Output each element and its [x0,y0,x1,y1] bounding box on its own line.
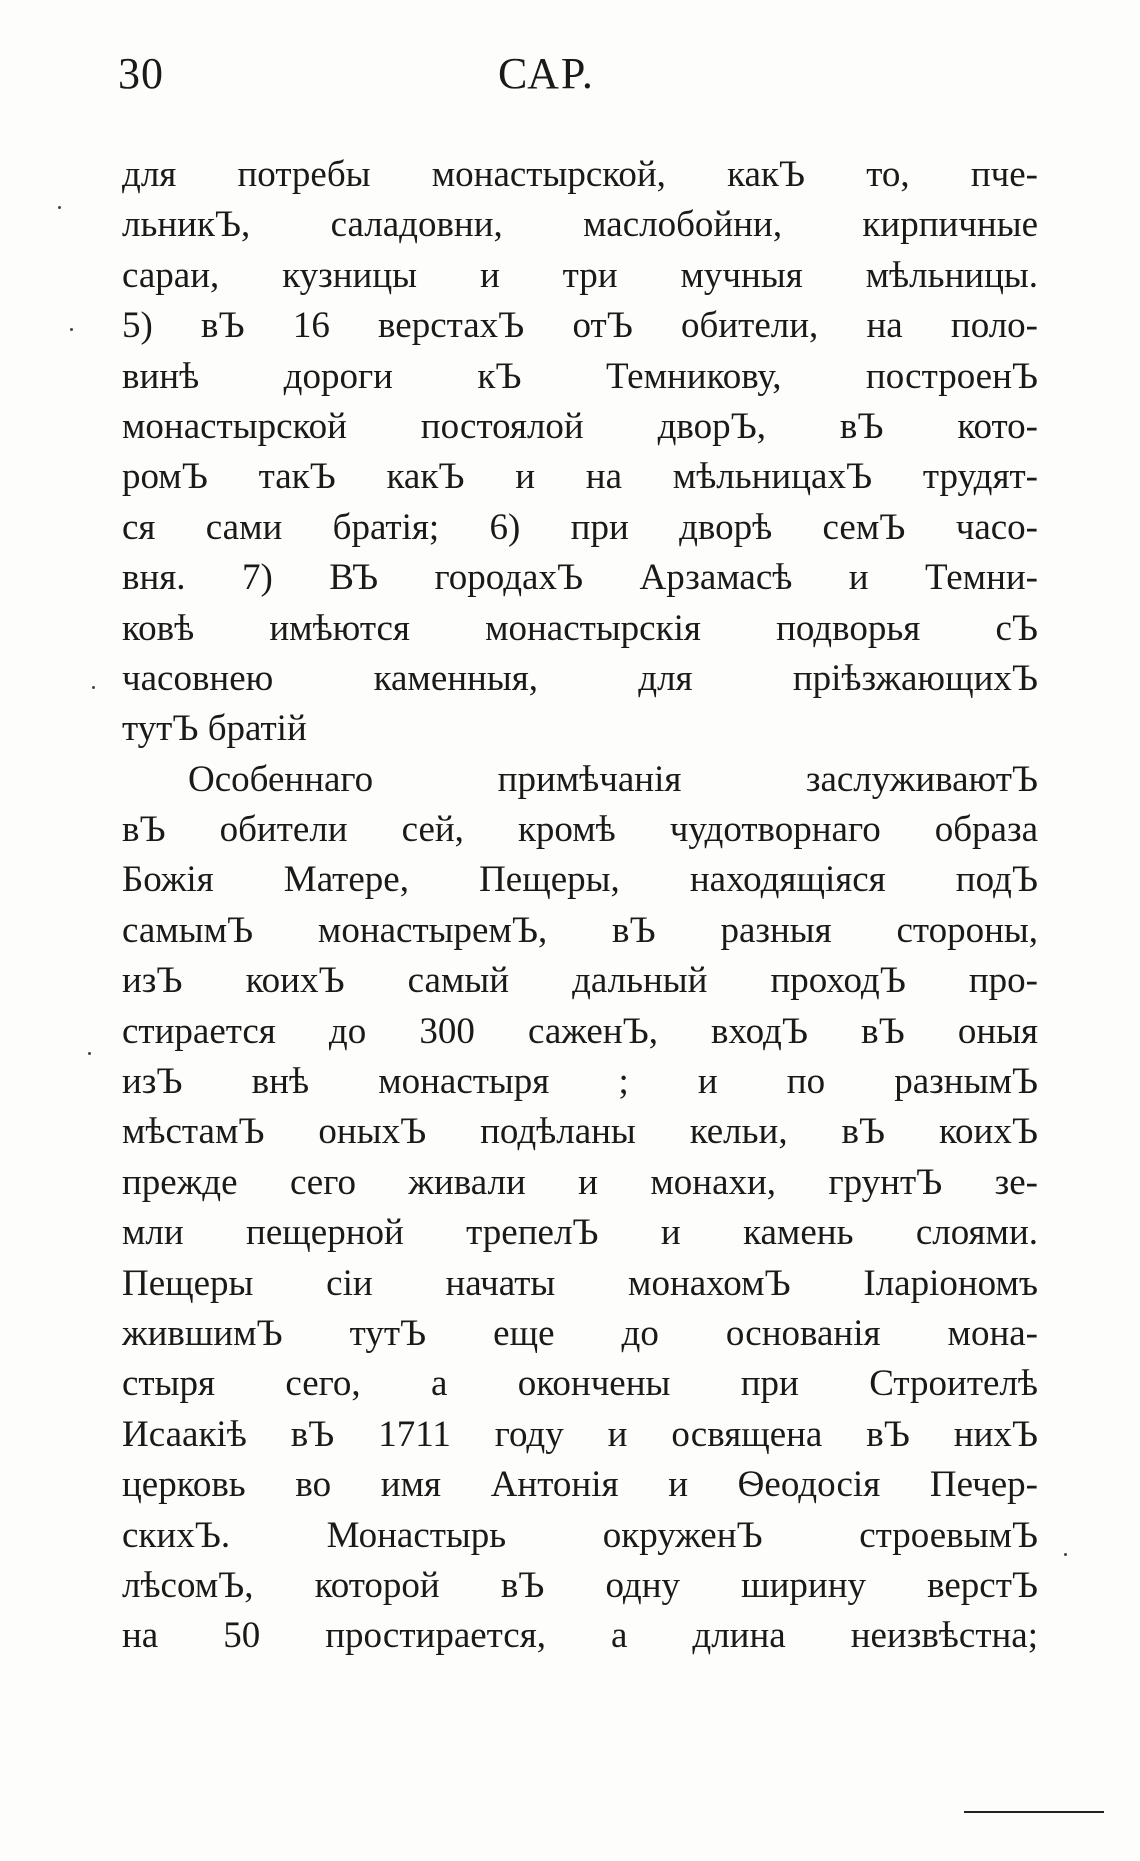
print-speck [70,328,73,331]
text-line: самымЪ монастыремЪ, вЪ разныя стороны, [122,909,1038,951]
text-line: Пещеры сіи начаты монахомЪ Іларіономъ [122,1262,1038,1304]
text-line: ромЪ такЪ какЪ и на мѣльницахЪ трудят- [122,456,1038,498]
text-line: жившимЪ тутЪ еще до основанія мона- [122,1312,1038,1354]
text-line: Особеннаго примѣчанія заслуживаютЪ [188,758,1038,800]
print-speck [92,686,95,689]
text-line: церковь во имя Антонія и Ѳеодосія Печер- [122,1464,1038,1506]
text-line: стыря сего, а окончены при Строителѣ [122,1363,1038,1405]
text-line: Божія Матере, Пещеры, находящіяся подЪ [122,859,1038,901]
text-line: лѣсомЪ, которой вЪ одну ширину верстЪ [122,1564,1038,1606]
text-line: скихЪ. Монастырь окруженЪ строевымЪ [122,1514,1038,1556]
running-head [118,48,1038,108]
text-line: мли пещерной трепелЪ и камень слоями. [122,1212,1038,1254]
print-speck [1064,1553,1067,1556]
text-line: изЪ коихЪ самый дальный проходЪ про- [122,960,1038,1002]
print-speck [58,206,61,209]
text-line: 5) вЪ 16 верстахЪ отЪ обители, на поло- [122,305,1038,347]
text-line: изЪ внѣ монастыря ; и по разнымЪ [122,1061,1038,1103]
text-line: часовнею каменныя, для пріѣзжающихЪ [122,657,1038,699]
print-speck [88,1052,91,1055]
text-line: Исаакіѣ вЪ 1711 году и освящена вЪ нихЪ [122,1413,1038,1455]
running-title: САР. [498,49,595,98]
text-line: для потребы монастырской, какЪ то, пче- [122,154,1038,195]
text-line: винѣ дороги кЪ Темникову, построенЪ [122,355,1038,397]
text-line: прежде сего живали и монахи, грунтЪ зе- [122,1161,1038,1203]
text-line: льникЪ, саладовни, маслобойни, кирпичные [122,204,1038,246]
text-line: ковѣ имѣются монастырскія подворья сЪ [122,607,1038,649]
text-line: стирается до 300 саженЪ, входЪ вЪ оныя [122,1010,1038,1052]
text-line: вня. 7) ВЪ городахЪ Арзамасѣ и Темни- [122,557,1038,599]
body-text [122,150,1038,1662]
text-line: сараи, кузницы и три мучныя мѣльницы. [122,254,1038,296]
text-line: тутЪ братій [122,708,307,750]
text-line: ся сами братія; 6) при дворѣ семЪ часо- [122,506,1038,548]
page-number: 30 [118,49,164,98]
text-line: мѣстамЪ оныхЪ подѣланы кельи, вЪ коихЪ [122,1111,1038,1153]
page-edge-mark [964,1811,1104,1813]
text-line: монастырской постоялой дворЪ, вЪ кото- [122,405,1038,447]
text-line: вЪ обители сей, кромѣ чудотворнаго образа [122,809,1038,851]
text-line: на 50 простирается, а длина неизвѣстна; [122,1615,1038,1657]
